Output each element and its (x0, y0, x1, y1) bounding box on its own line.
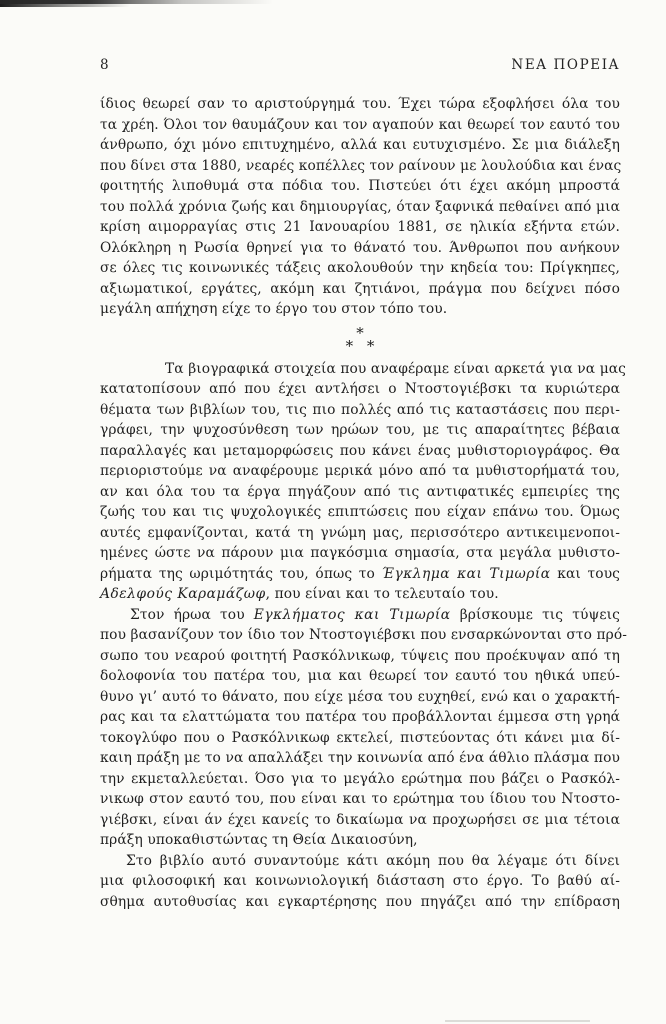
separator-asterisk-top: * (356, 323, 364, 342)
text-line: σωπο του νεαρού φοιτητή Ρασκόλνικωφ, τύψεις που προέκυψαν από τη (100, 647, 620, 664)
book-title-italic: Εγκλήματος και Τιμωρία (253, 606, 451, 623)
text-line: σθημα αυτοθυσίας και εγκαρτέρησης που πηγάζει από την επίδραση (100, 893, 620, 910)
text-line: Αδελφούς Καραμάζωφ, που είναι και το τελευταίο του. (100, 586, 499, 602)
text-line: ίδιος θεωρεί σαν το αριστούργημά του. Έχει τώρα εξοφλήσει όλα του (100, 96, 620, 112)
text-line: τα χρέη. Όλοι τον θαυμάζουν και τον αγαπούν και θεωρεί τον εαυτό του (100, 116, 620, 133)
book-title-italic: Αδελφούς Καραμάζωφ (100, 586, 266, 602)
text-line: γράφει, την ψυχοσύνθεση των ηρώων του, με τις απαραίτητες βέβαια (100, 422, 620, 438)
text-flow-after-separator (100, 359, 628, 913)
text-line: γιέβσκι, είναι άν έχει κανείς το δικαίωμα να προχωρήσει σε μια τέτοια (100, 811, 620, 828)
text-line: μια φιλοσοφική και κοινωνιολογική διάσταση στο έργο. Το βαθύ αί- (100, 873, 620, 889)
text-line: καιη πράξη με το να απαλλάξει την κοινωνία από ένα άθλιο πλάσμα που (100, 750, 620, 766)
journal-title: ΝΕΑ ΠΟΡΕΙΑ (511, 57, 620, 73)
text-line: την εκμεταλλεύεται. Όσο για το μεγάλο ερώτημα που βάζει ο Ρασκόλ- (100, 770, 620, 787)
scan-edge-artifact-top (0, 0, 350, 4)
text-line: ρήματα της ωριμότητάς του, όπως το Έγκλημα και Τιμωρία και τους (100, 565, 621, 582)
text-line: κρίση αιμορραγίας στις 21 Ιανουαρίου 1881, σε ηλικία εξήντα ετών. (100, 219, 620, 235)
text-line: ζωής του και τις ψυχολογικές επιπτώσεις που είχαν επάνω του. Όμως (100, 504, 620, 520)
text-line: ημένες ώστε να πάρουν μια παγκόσμια σημασία, στα μεγάλα μυθιστο- (100, 545, 620, 561)
text-line: τοκογλύφο που ο Ρασκόλνικωφ εκτελεί, πιστεύοντας ότι κάνει μια δί- (100, 729, 620, 746)
text-line: πράξη υποκαθιστώντας τη Θεία Δικαιοσύνη, (100, 832, 418, 848)
text-line: Στο βιβλίο αυτό συναντούμε κάτι ακόμη που θα λέγαμε ότι δίνει (126, 852, 620, 869)
running-head (100, 57, 620, 74)
text-line: που δίνει στα 1880, νεαρές κοπέλλες τον ραίνουν με λουλούδια και ένας (100, 157, 622, 174)
separator-asterisks-bottom: * * (345, 336, 375, 355)
page-number: 8 (100, 57, 110, 73)
text-line: αν και όλα του τα έργα πηγάζουν από τις αντιφατικές εμπειρίες της (100, 483, 620, 500)
text-line: ρας και τα ελαττώματα του πατέρα του προβάλλονται έμμεσα στη γρηά (100, 709, 620, 725)
scan-edge-artifact-bottom (445, 1020, 590, 1022)
text-line: αυτές εμφανίζονται, κατά τη γνώμη μας, περισσότερο αντικειμενοποι- (100, 524, 620, 541)
text-line: του πολλά χρόνια ζωής και δημιουργίας, όταν ξαφνικά πεθαίνει από μια (100, 198, 620, 215)
text-line: μεγάλη απήχηση είχε το έργο του στον τόπο του. (100, 301, 448, 317)
text-line: Τα βιογραφικά στοιχεία που αναφέραμε είναι αρκετά για να μας (165, 360, 627, 377)
text-line: περιοριστούμε να αναφέρουμε μερικά μόνο από τα μυθιστορήματά του, (100, 463, 620, 479)
section-separator (100, 323, 620, 355)
text-line: φοιτητής λιποθυμά στα πόδια του. Πιστεύει ότι έχει ακόμη μπροστά (100, 178, 620, 194)
book-title-italic: Έγκλημα και Τιμωρία (381, 565, 551, 582)
text-block (100, 57, 628, 912)
text-line: νικωφ στον εαυτό του, που είναι και το ερώτημα του ίδιου του Ντοστο- (100, 791, 620, 807)
text-line: παραλλαγές και μεταμορφώσεις που κάνει ένας μυθιστοριογράφος. Θα (100, 442, 620, 459)
text-line: θυνο γι’ αυτό το θάνατο, που είχε μέσα του ευχηθεί, ενώ και ο χαρακτή- (100, 688, 620, 705)
text-line: αξιωματικοί, εργάτες, ακόμη και ζητιάνοι, πράγμα που δείχνει πόσο (100, 280, 620, 297)
text-line: κατατοπίσουν από που έχει αντλήσει ο Ντοστογιέβσκι τα κυριώτερα (100, 381, 620, 397)
text-line: σε όλες τις κοινωνικές τάξεις ακολουθούν την κηδεία του: Πρίγκηπες, (100, 260, 620, 276)
text-line: που βασανίζουν τον ίδιο τον Ντοστογιέβσκι που ενσαρκώνονται στο πρό- (100, 627, 628, 643)
text-line: άνθρωπο, όχι μόνο επιτυχημένο, αλλά και ευτυχισμένο. Σε μια διάλεξη (100, 137, 620, 153)
text-line: Ολόκληρη η Ρωσία θρηνεί για το θάνατό του. Άνθρωποι που ανήκουν (100, 239, 620, 256)
text-flow-before-separator (100, 94, 620, 320)
text-line: θέματα των βιβλίων του, τις πιο πολλές από τις καταστάσεις που περι- (100, 401, 620, 418)
text-line: Στον ήρωα του Εγκλήματος και Τιμωρία βρίσκουμε τις τύψεις (130, 606, 620, 623)
text-line: δολοφονία του πατέρα του, μια και θεωρεί τον εαυτό του ηθικά υπεύ- (100, 668, 620, 684)
